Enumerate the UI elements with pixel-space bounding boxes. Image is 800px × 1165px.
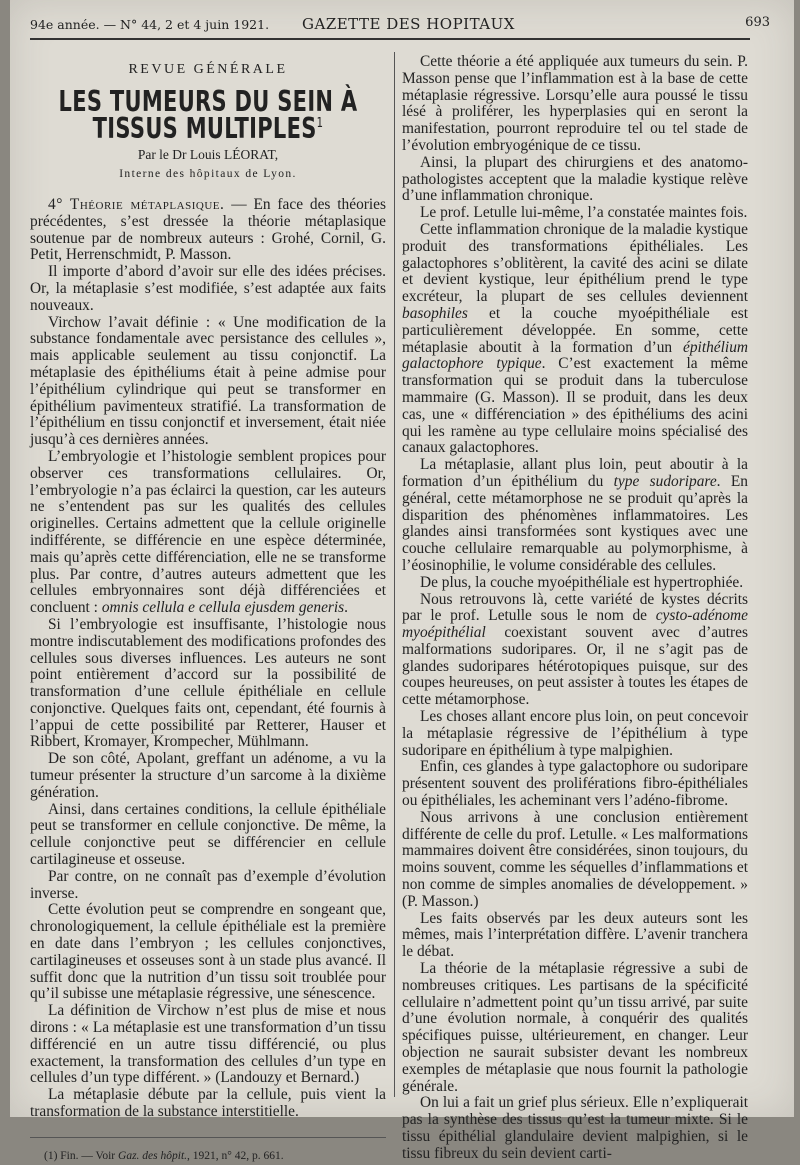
paragraph: Les faits observés par les deux auteurs sont les mêmes, mais l’interprétation diffère. L’avenir tranchera le débat. <box>402 909 748 961</box>
article-title <box>30 84 386 145</box>
section-label: REVUE GÉNÉRALE <box>128 62 288 77</box>
paragraph: La métaplasie, allant plus loin, peut aboutir à la formation d’un épithélium du type sudoripare. En général, cette métamorphose ne se produit qu’après la disparition des phénomènes inflammatoires. Les glandes ainsi transformées sont kystiques avec une couche cellulaire remarquable au polymorphisme, à l’éosinophilie, le volume considérable des cellules. <box>402 456 748 574</box>
paragraph: Enfin, ces glandes à type galactophore ou sudoripare présentent souvent des proliférations fibro-épithéliales ou épithéliales, les acheminant vers l’adéno-fibrome. <box>402 758 748 810</box>
paragraph: L’embryologie et l’histologie semblent propices pour observer ces transformations cellulaires. Or, l’embryologie n’a pas éclairci la question, car les auteurs ne s’entendent pas sur les qualités des cellules originelles. Certains admettent que la cellule originelle indifférente, se différencie en une espèce déterminée, mais qu’après cette différenciation, elle ne se transforme plus. Par contre, d’autres auteurs admettent que les cellules embryonnaires sont déjà différenciées et concluent : omnis cellula e cellula ejusdem generis. <box>30 447 386 617</box>
article-title-text: LES TUMEURS DU SEIN À TISSUS MULTIPLES <box>58 84 358 145</box>
paragraph: La théorie de la métaplasie régressive a subi de nombreuses critiques. Les partisans de la spécificité cellulaire n’admettent point qu’un tissu arrivé, par suite d’une évolution normale, à conquérir des qualités spécifiques puisse, ultérieurement, en changer. Leur objection ne saurait subsister devant les nombreux exemples de métaplasie que nous fournit la pathologie générale. <box>402 960 748 1095</box>
paragraph: Virchow l’avait définie : « Une modification de la substance fondamentale avec persistance des cellules », mais applicable seulement au tissu conjonctif. La métaplasie des épithéliums était à peine admise pour l’épithélium cylindrique qui peut se transformer en épithélium pavimenteux stratifié. La transformation de l’épithélium en tissu conjonctif et inversement, était niée jusqu’à ces dernières années. <box>30 313 386 449</box>
paragraph: On lui a fait un grief plus sérieux. Elle n’expliquerait pas la synthèse des tissus qu’est la tumeur mixte. Si le tissu épithélial glandulaire devient malpighien, si le tissu fibreux du sein devient carti- <box>402 1094 748 1162</box>
issue-line: 94e année. — N° 44, 2 et 4 juin 1921. <box>30 17 270 32</box>
subsection-heading: 4° Théorie métaplasique. <box>48 195 225 213</box>
footnote: (1) Fin. — Voir Gaz. des hôpit., 1921, n° 42, p. 661. <box>44 1149 284 1162</box>
paragraph: 4° Théorie métaplasique. — En face des théories précédentes, s’est dressée la théorie métaplasique soutenue par de nombreux auteurs : Grohé, Cornil, G. Petit, Herrenschmidt, P. Masson. <box>30 195 386 264</box>
footnote-rule <box>30 1137 386 1138</box>
paragraph: Cette théorie a été appliquée aux tumeurs du sein. P. Masson pense que l’inflammation est à la base de cette métaplasie régressive. Lorsqu’elle aura poussé le tissu lésé à proliférer, les hyperplasies qui en seront la manifestation, pourront reproduire tel ou tel stade de l’évolution embryogénique de ce tissu. <box>402 53 748 154</box>
paragraph: La métaplasie débute par la cellule, puis vient la transformation de la substance interstitielle. <box>30 1086 386 1121</box>
paragraph: Ainsi, dans certaines conditions, la cellule épithéliale peut se transformer en cellule conjonctive. De même, la cellule conjonctive peut se différencier en cellule cartilagineuse et osseuse. <box>30 800 386 869</box>
running-head <box>30 12 770 40</box>
latin-phrase: omnis cellula e cellula ejusdem generis <box>101 599 345 617</box>
paragraph: Nous arrivons à une conclusion entièrement différente de celle du prof. Letulle. « Les malformations mammaires doivent être considérées, sinon toujours, du moins souvent, comme les séquelles d’inflammations et non comme de simples anomalies de développement. » (P. Masson.) <box>402 808 748 910</box>
paragraph: Cette inflammation chronique de la maladie kystique produit des transformations épithéliales. Les galactophores s’oblitèrent, la cavité des acini se dilate et devient kystique, leur épithélium prend le type excréteur, la plupart de ses cellules deviennent basophiles et la couche myoépithéliale est particulièrement développée. En somme, cette métaplasie aboutit à la formation d’un épithélium galactophore typique. C’est exactement la même transformation qui se produit dans la tuberculose mammaire (G. Masson). Il se produit, dans les deux cas, une « différenciation » des épithéliums des acini qui les ramène au type cellulaire moins spécialisé des canaux galactophores. <box>402 220 748 457</box>
right-column <box>402 54 748 1163</box>
paragraph: Cette évolution peut se comprendre en songeant que, chronologiquement, la cellule épithéliale est la première en date dans l’embryon ; les cellules conjonctives, cartilagineuses et osseuses sont à un stade plus avancé. Il suffit donc que la nutrition d’un tissu soit troublée pour qu’il subisse une métaplasie régressive, une sénescence. <box>30 901 386 1003</box>
author-affiliation: Interne des hôpitaux de Lyon. <box>119 168 297 181</box>
journal-title: GAZETTE DES HOPITAUX <box>302 15 515 33</box>
paragraph: De son côté, Apolant, greffant un adénome, a vu la tumeur présenter la structure d’un sarcome à la dixième génération. <box>30 750 386 801</box>
paragraph: Ainsi, la plupart des chirurgiens et des anatomo-pathologistes acceptent que la maladie kystique relève d’une inflammation chronique. <box>402 153 748 205</box>
paragraph: De plus, la couche myoépithéliale est hypertrophiée. <box>420 573 744 591</box>
paragraph: Par contre, on ne connaît pas d’exemple d’évolution inverse. <box>30 867 386 902</box>
paragraph: Nous retrouvons là, cette variété de kystes décrits par le prof. Letulle sous le nom de cysto-adénome myoépithélial coexistant souvent avec d’autres malformations sudoripares. Or, il ne s’agit pas de glandes sudoripares hétérotopiques puisque, sur des coupes heureuses, on peut assister à toutes les étapes de cette métamorphose. <box>402 590 748 709</box>
paragraph: Si l’embryologie est insuffisante, l’histologie nous montre indiscutablement des modifications profondes des cellules sous diverses influences. Les auteurs ne sont point entièrement d’accord sur la possibilité de transformation d’une cellule épithéliale en cellule conjonctive. Quelques faits ont, cependant, été fournis à l’appui de cette possibilité par Retterer, Hauser et Ribbert, Kromayer, Krompecher, Mühlmann. <box>30 615 386 751</box>
paragraph: Le prof. Letulle lui-même, l’a constatée maintes fois. <box>420 204 748 222</box>
paragraph: La définition de Virchow n’est plus de mise et nous dirons : « La métaplasie est une transformation d’un tissu différencié en un autre tissu différencié, ou plus exactement, la transformation des cellules d’un type en cellules d’un type différent. » (Landouzy et Bernard.) <box>30 1002 386 1087</box>
paragraph: Les choses allant encore plus loin, on peut concevoir la métaplasie régressive de l’épithélium à type sudoripare en épithélium à type malpighien. <box>402 708 748 759</box>
page-number: 693 <box>745 15 770 30</box>
paragraph: Il importe d’abord d’avoir sur elle des idées précises. Or, la métaplasie s’est modifiée, s’est adaptée aux faits nouveaux. <box>30 263 386 314</box>
title-footnote-marker: 1 <box>316 115 324 131</box>
author-byline: Par le Dr Louis LÉORAT, <box>137 147 279 163</box>
left-column <box>30 52 386 1165</box>
column-divider <box>394 52 395 1097</box>
journal-page <box>10 0 794 1162</box>
